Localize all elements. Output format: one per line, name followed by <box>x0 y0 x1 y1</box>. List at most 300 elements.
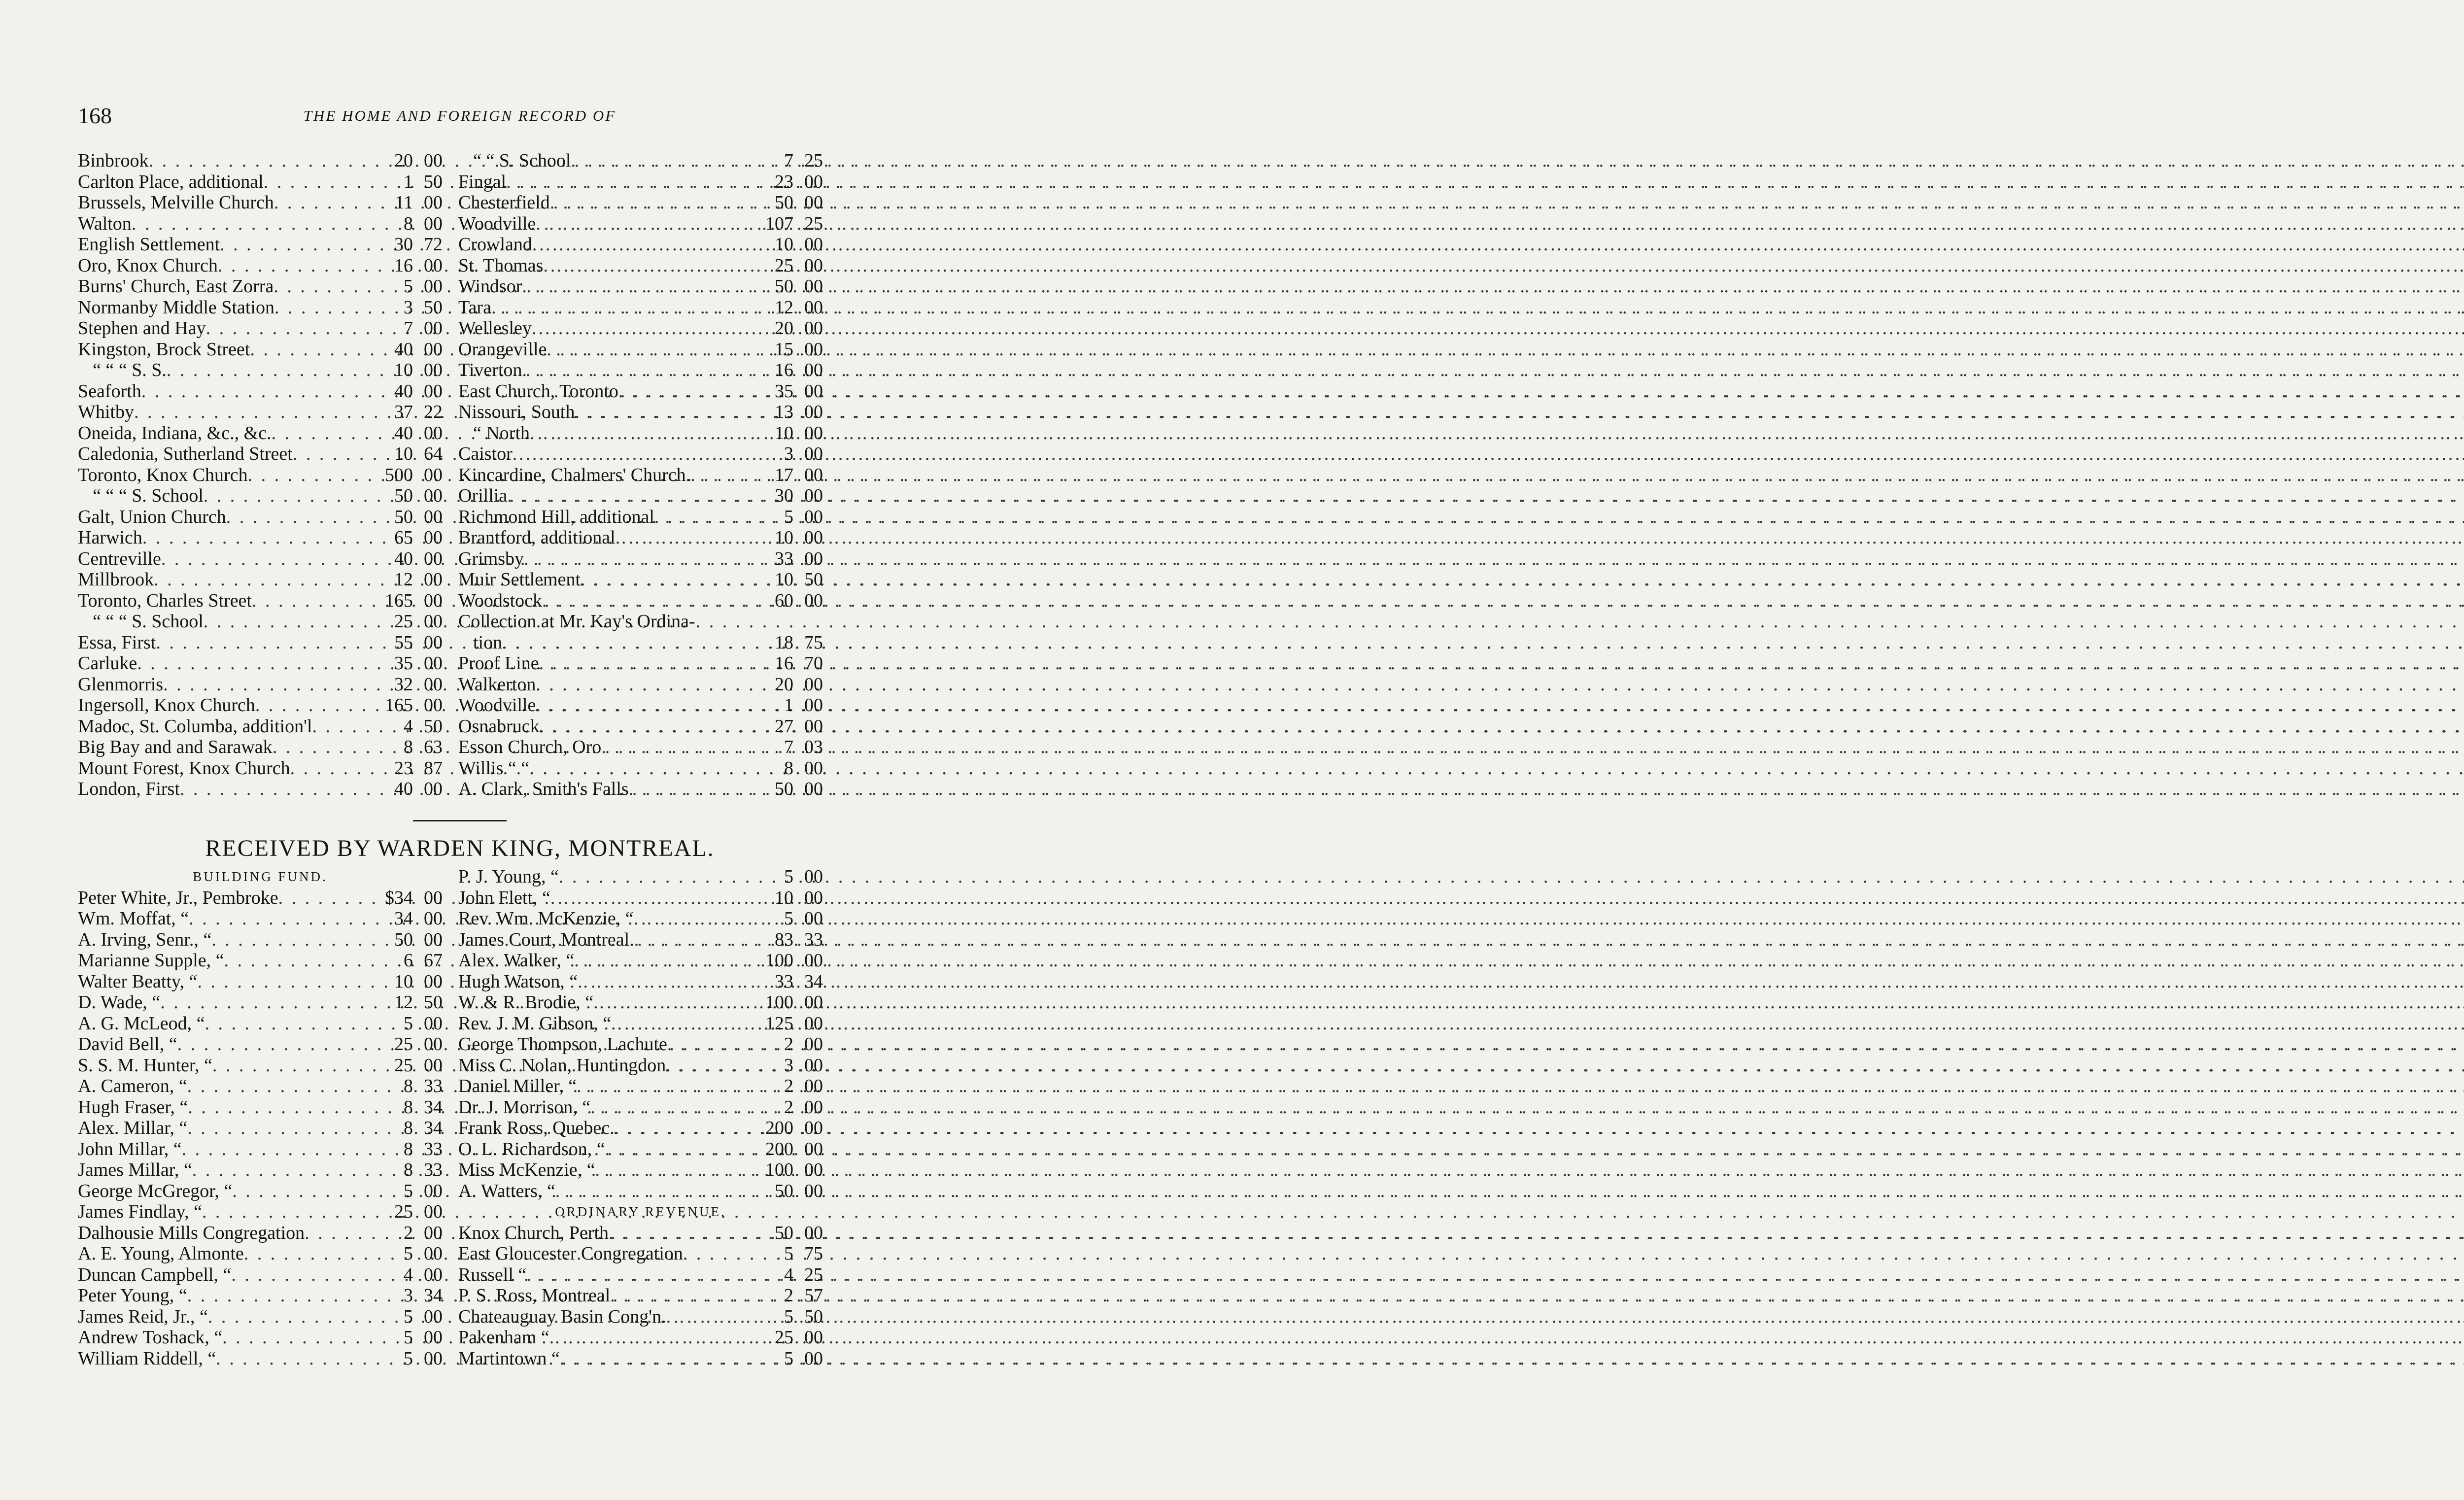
amount-dollars: 12 <box>394 992 413 1013</box>
list-item <box>458 1306 823 1328</box>
list-item <box>458 569 823 590</box>
amount-dollars: 7 <box>784 150 793 171</box>
leader-dots <box>543 255 749 276</box>
entry-name: Andrew Toshack, “ <box>78 1327 223 1348</box>
entry-amount <box>749 443 823 465</box>
list-item <box>458 1034 823 1055</box>
leader-dots <box>187 1285 369 1306</box>
entry-name: Brantford, additional <box>458 527 616 548</box>
list-item <box>78 465 443 486</box>
entry-amount <box>369 1201 443 1223</box>
leader-dots <box>132 213 369 235</box>
entry-amount <box>369 1348 443 1369</box>
entry-amount <box>369 255 443 276</box>
amount-cents: 00 <box>804 716 823 737</box>
leader-dots <box>502 632 749 653</box>
amount-dollars: 3 <box>784 1055 793 1076</box>
entry-name: Walton <box>78 213 132 234</box>
entry-name: Oneida, Indiana, &c., &c. <box>78 422 272 443</box>
entry-amount <box>749 548 823 570</box>
entry-amount <box>369 1139 443 1160</box>
entry-amount <box>749 297 823 318</box>
entry-amount <box>369 507 443 528</box>
leader-dots <box>188 1097 369 1118</box>
amount-cents: 00 <box>424 380 443 402</box>
list-item <box>78 1264 443 1286</box>
entry-name: “ “ “ S. S. <box>93 360 167 380</box>
entry-name: Big Bay and and Sarawak <box>78 737 273 757</box>
list-item <box>78 674 443 695</box>
entry-name: “ North <box>473 422 530 443</box>
amount-dollars: 7 <box>784 737 793 757</box>
entry-name: Kingston, Brock Street <box>78 339 250 360</box>
amount-cents: 00 <box>424 929 443 950</box>
list-item <box>78 779 443 800</box>
leader-dots <box>532 318 749 339</box>
amount-dollars: 27 <box>775 716 793 737</box>
amount-dollars: 37 <box>394 402 413 422</box>
entry-amount <box>749 1264 823 1286</box>
leader-dots <box>666 1055 749 1076</box>
entry-amount <box>749 569 823 590</box>
amount-dollars: 5 <box>404 1013 413 1034</box>
list-item <box>78 402 443 423</box>
amount-cents: 00 <box>424 1222 443 1243</box>
amount-dollars: 23 <box>775 171 793 192</box>
amount-dollars: 165 <box>385 590 413 611</box>
list-item <box>78 1348 443 1369</box>
leader-dots <box>559 866 749 887</box>
entry-name: Woodville <box>458 695 536 716</box>
entry-name: Ingersoll, Knox Church <box>78 695 255 716</box>
amount-cents: 72 <box>424 234 443 255</box>
list-item <box>458 192 823 213</box>
leader-dots <box>540 716 749 737</box>
list-item <box>458 1285 823 1306</box>
amount-cents: 50 <box>804 569 823 590</box>
leader-dots <box>142 527 369 548</box>
document-page <box>0 0 920 1500</box>
entry-amount <box>749 360 823 381</box>
entry-name: Essa, First <box>78 632 156 653</box>
amount-cents: 00 <box>424 255 443 276</box>
amount-dollars: 5 <box>784 506 793 527</box>
entry-amount <box>749 318 823 339</box>
amount-cents: 03 <box>804 737 823 757</box>
amount-dollars: 15 <box>775 339 793 360</box>
leader-dots <box>149 150 369 171</box>
leader-dots <box>216 1348 369 1369</box>
amount-cents: 33 <box>424 1076 443 1096</box>
amount-dollars: 125 <box>765 1013 793 1034</box>
list-item <box>78 1181 443 1202</box>
amount-cents: 00 <box>804 171 823 192</box>
leader-dots <box>274 276 369 297</box>
list-item <box>78 716 443 737</box>
leader-dots <box>542 590 749 612</box>
amount-dollars: 8 <box>404 1076 413 1096</box>
entry-amount <box>749 887 823 909</box>
entry-amount <box>749 992 823 1013</box>
entry-amount <box>369 908 443 929</box>
amount-cents: 00 <box>804 506 823 527</box>
amount-dollars: 6 <box>404 950 413 971</box>
amount-dollars: 2 <box>784 1285 793 1306</box>
entry-name: Woodstock <box>458 590 543 611</box>
entry-name: Fingal <box>458 171 507 192</box>
entry-name: Chesterfield <box>458 192 550 213</box>
entry-name: Miss McKenzie, “ <box>458 1159 595 1180</box>
leader-dots <box>555 1181 749 1202</box>
entry-name: John Flett, “ <box>458 887 550 908</box>
entry-name: Wm. Moffat, “ <box>78 908 189 929</box>
amount-cents: 00 <box>804 464 823 485</box>
amount-dollars: 33 <box>775 548 793 569</box>
amount-cents: 00 <box>804 1159 823 1180</box>
amount-dollars: 16 <box>775 360 793 380</box>
amount-cents: 00 <box>424 1327 443 1348</box>
entry-name: “ “ “ S. School <box>93 485 204 506</box>
amount-dollars: 5 <box>784 1348 793 1369</box>
amount-cents: 34 <box>804 971 823 992</box>
leader-dots <box>577 1076 749 1097</box>
amount-dollars: 1 <box>404 171 413 192</box>
leader-dots <box>667 1034 749 1055</box>
leader-dots <box>156 632 369 653</box>
list-item <box>458 908 823 929</box>
amount-cents: 33 <box>804 929 823 950</box>
leader-dots <box>690 465 749 486</box>
list-item <box>458 423 823 444</box>
entry-amount <box>369 758 443 779</box>
amount-dollars: 40 <box>394 380 413 402</box>
section-title: RECEIVED BY WARDEN KING, MONTREAL. <box>205 835 715 861</box>
entry-amount <box>749 716 823 737</box>
amount-dollars: 8 <box>404 1138 413 1159</box>
entry-amount <box>369 695 443 716</box>
amount-dollars: 2 <box>784 1076 793 1096</box>
leader-dots <box>536 674 749 695</box>
amount-cents: 00 <box>804 339 823 360</box>
amount-dollars: 25 <box>394 1055 413 1076</box>
list-item <box>458 590 823 612</box>
entry-amount <box>749 339 823 360</box>
entry-amount <box>749 1159 823 1181</box>
entry-name: A. Irving, Senr., “ <box>78 929 212 950</box>
entry-name: Normanby Middle Station <box>78 297 274 318</box>
leader-dots <box>137 653 369 674</box>
entry-amount <box>749 758 823 779</box>
entry-name: A. Cameron, “ <box>78 1076 187 1096</box>
amount-dollars: 35 <box>394 653 413 674</box>
entry-name: Dalhousie Mills Congregation <box>78 1222 305 1243</box>
amount-dollars: 5 <box>404 1180 413 1201</box>
amount-dollars: 10 <box>775 527 793 548</box>
amount-dollars: 5 <box>784 908 793 929</box>
leader-dots <box>177 1034 369 1055</box>
list-item <box>458 887 823 909</box>
entry-name: Crowland <box>458 234 532 255</box>
leader-dots <box>208 1306 369 1328</box>
entry-amount <box>369 1034 443 1055</box>
entry-name: Tara <box>458 297 491 318</box>
amount-dollars: 20 <box>394 150 413 171</box>
leader-dots <box>610 1285 749 1306</box>
amount-cents: 75 <box>804 1243 823 1264</box>
amount-dollars: 25 <box>394 611 413 632</box>
entry-name: Walter Beatty, “ <box>78 971 198 992</box>
entry-amount <box>369 1097 443 1118</box>
amount-cents: 00 <box>424 1264 443 1285</box>
entry-amount <box>369 1076 443 1097</box>
entry-amount <box>369 443 443 465</box>
entry-amount <box>369 1264 443 1286</box>
list-item <box>458 1076 823 1097</box>
entry-amount <box>369 1306 443 1328</box>
entry-amount <box>749 590 823 612</box>
entry-amount <box>749 527 823 548</box>
entry-amount <box>749 908 823 929</box>
entry-name: Caledonia, Sutherland Street <box>78 443 293 464</box>
amount-cents: 00 <box>804 422 823 443</box>
leader-dots <box>264 171 369 193</box>
entry-name: East Church, Toronto <box>458 380 618 402</box>
entry-name: Stephen and Hay <box>78 318 206 339</box>
list-item <box>458 1223 823 1244</box>
entry-name: Wellesley <box>458 318 532 339</box>
list-item <box>78 737 443 758</box>
entry-name: Proof Line <box>458 653 539 674</box>
entry-name: Willis “ “ <box>458 757 530 779</box>
leader-dots <box>197 971 369 992</box>
entry-name: James Millar, “ <box>78 1159 192 1180</box>
entry-amount <box>369 548 443 570</box>
amount-cents: 00 <box>804 590 823 611</box>
amount-dollars: 10 <box>775 234 793 255</box>
amount-cents: 25 <box>804 1264 823 1285</box>
entry-amount <box>369 150 443 171</box>
entry-name: East Gloucester Congregation <box>458 1243 683 1264</box>
list-item <box>78 1097 443 1118</box>
page-number: 168 <box>78 103 112 128</box>
leader-dots <box>154 569 369 590</box>
amount-cents: 00 <box>804 443 823 464</box>
entry-amount <box>749 1223 823 1244</box>
ordinary-revenue-list <box>458 1223 823 1369</box>
amount-dollars: 16 <box>394 255 413 276</box>
amount-dollars: 5 <box>784 866 793 887</box>
list-item <box>78 213 443 235</box>
leader-dots <box>204 485 369 507</box>
leader-dots <box>290 758 369 779</box>
entry-amount <box>749 1013 823 1034</box>
entry-amount <box>369 1013 443 1034</box>
amount-cents: 34 <box>424 1285 443 1306</box>
list-item <box>458 360 823 381</box>
entry-name: James Reid, Jr., “ <box>78 1306 208 1327</box>
leader-dots <box>581 569 749 590</box>
amount-cents: 50 <box>424 297 443 318</box>
amount-dollars: 8 <box>784 757 793 779</box>
amount-cents: 00 <box>424 1306 443 1327</box>
amount-cents: 50 <box>804 1306 823 1327</box>
entry-amount <box>749 192 823 213</box>
amount-cents: 00 <box>804 1348 823 1369</box>
entry-name: David Bell, “ <box>78 1034 177 1055</box>
entry-amount <box>749 234 823 255</box>
amount-cents: 00 <box>804 297 823 318</box>
amount-dollars: 107 <box>765 213 793 234</box>
entry-name: Duncan Campbell, “ <box>78 1264 232 1285</box>
leader-dots <box>536 695 749 716</box>
amount-dollars: 11 <box>395 192 413 213</box>
entry-amount <box>749 485 823 507</box>
leader-dots <box>609 1223 749 1244</box>
entry-name: Harwich <box>78 527 142 548</box>
amount-cents: 00 <box>424 485 443 506</box>
list-item <box>78 1201 443 1223</box>
entry-name: Toronto, Charles Street <box>78 590 252 611</box>
amount-cents: 00 <box>804 1076 823 1096</box>
entry-name: Toronto, Knox Church <box>78 464 248 485</box>
entry-amount <box>369 1181 443 1202</box>
list-item <box>458 632 823 653</box>
amount-dollars: 18 <box>775 632 793 653</box>
entry-amount <box>369 653 443 674</box>
leader-dots <box>593 992 749 1013</box>
amount-dollars: 4 <box>404 1264 413 1285</box>
amount-cents: 00 <box>804 485 823 506</box>
leader-dots <box>618 381 749 402</box>
amount-cents: 00 <box>804 255 823 276</box>
list-item <box>78 611 443 632</box>
list-item <box>78 1306 443 1328</box>
amount-cents: 00 <box>804 360 823 380</box>
amount-cents: 00 <box>424 150 443 171</box>
entry-name: Tiverton <box>458 360 522 380</box>
entry-name: James Findlay, “ <box>78 1201 202 1222</box>
amount-dollars: 65 <box>394 527 413 548</box>
list-item <box>78 255 443 276</box>
entry-amount <box>749 695 823 716</box>
amount-dollars: 165 <box>385 695 413 716</box>
entry-name: Centreville <box>78 548 161 569</box>
leader-dots <box>666 1306 749 1328</box>
amount-dollars: 50 <box>775 276 793 297</box>
amount-dollars: 12 <box>775 297 793 318</box>
leader-dots <box>293 443 369 465</box>
amount-cents: 00 <box>424 611 443 632</box>
entry-amount <box>369 674 443 695</box>
list-item <box>458 1348 823 1369</box>
amount-dollars: 40 <box>394 779 413 799</box>
list-item <box>458 1264 823 1286</box>
amount-dollars: 50 <box>394 485 413 506</box>
entry-amount <box>369 276 443 297</box>
leader-dots <box>578 971 749 992</box>
leader-dots <box>278 887 369 909</box>
entry-amount <box>369 339 443 360</box>
list-item <box>78 339 443 360</box>
amount-cents: 00 <box>424 213 443 234</box>
amount-cents: 00 <box>424 464 443 485</box>
amount-dollars: 55 <box>394 632 413 653</box>
amount-dollars: 35 <box>775 380 793 402</box>
leader-dots <box>539 653 749 674</box>
entry-name: Walkerton <box>458 674 536 695</box>
leader-dots <box>161 548 369 570</box>
entry-name: Chateauguay Basin Cong'n. <box>458 1306 666 1327</box>
amount-dollars: 20 <box>775 318 793 339</box>
leader-dots <box>212 1055 369 1076</box>
entry-name: Orillia <box>458 485 508 506</box>
list-item <box>78 1139 443 1160</box>
leader-dots <box>220 234 369 255</box>
list-item <box>458 1118 823 1139</box>
entry-name: Binbrook <box>78 150 149 171</box>
amount-cents: 00 <box>424 779 443 799</box>
amount-cents: 67 <box>424 950 443 971</box>
entry-name: O. L. Richardson, “ <box>458 1138 605 1159</box>
list-item <box>78 276 443 297</box>
entry-name: “ “ “ S. School <box>93 611 204 632</box>
amount-cents: 00 <box>424 590 443 611</box>
amount-cents: 00 <box>424 908 443 929</box>
amount-cents: 00 <box>424 1013 443 1034</box>
entry-amount <box>369 360 443 381</box>
entry-name: Marianne Supple, “ <box>78 950 224 971</box>
entry-name: Russell “ <box>458 1264 527 1285</box>
entry-amount <box>749 866 823 887</box>
entry-amount <box>369 485 443 507</box>
amount-dollars: 40 <box>394 422 413 443</box>
amount-cents: 00 <box>804 908 823 929</box>
entry-name: Daniel Miller, “ <box>458 1076 577 1096</box>
list-item <box>458 992 823 1013</box>
entry-name: Rev. Wm. McKenzie, “ <box>458 908 634 929</box>
amount-cents: 00 <box>804 887 823 908</box>
amount-dollars: 25 <box>775 1327 793 1348</box>
amount-dollars: 3 <box>404 297 413 318</box>
entry-amount <box>749 1139 823 1160</box>
list-item <box>78 653 443 674</box>
entry-name: Brussels, Melville Church <box>78 192 274 213</box>
amount-cents: 00 <box>804 695 823 716</box>
entry-name: Nissouri, South <box>458 402 575 422</box>
entry-amount <box>749 381 823 402</box>
entry-name: Collection at Mr. Kay's Ordina- <box>458 611 695 632</box>
amount-dollars: 20 <box>775 674 793 695</box>
amount-cents: 00 <box>424 506 443 527</box>
amount-cents: 00 <box>804 1096 823 1118</box>
amount-dollars: 40 <box>394 339 413 360</box>
amount-cents: 00 <box>424 360 443 380</box>
amount-cents: 00 <box>804 380 823 402</box>
list-item <box>458 1243 823 1264</box>
amount-cents: 00 <box>804 276 823 297</box>
list-item <box>458 213 823 235</box>
leader-dots <box>255 695 369 716</box>
amount-dollars: 25 <box>775 255 793 276</box>
list-item <box>458 950 823 971</box>
leader-dots <box>244 1243 369 1264</box>
amount-cents: 00 <box>804 318 823 339</box>
amount-dollars: 17 <box>775 464 793 485</box>
amount-cents: 00 <box>804 548 823 569</box>
leader-dots <box>506 171 749 193</box>
entry-name: Hugh Watson, “ <box>458 971 578 992</box>
entry-name: George McGregor, “ <box>78 1180 233 1201</box>
